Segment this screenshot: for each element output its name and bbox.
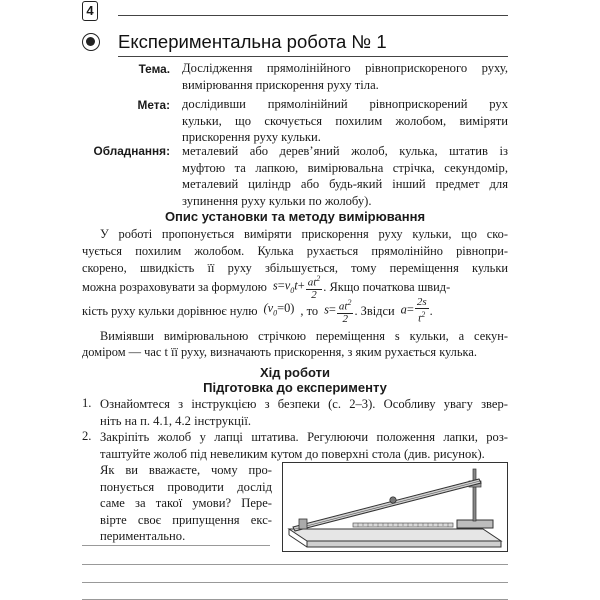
list-item-2: Закріпіть жолоб у лапці штатива. Регулюючи положення лапки, роз- таштуйте жолоб під невеликим кутом до поверхні стола (див. рисунок). <box>100 430 508 461</box>
title-rule <box>118 56 508 57</box>
progress-subheading: Підготовка до експерименту <box>203 380 387 395</box>
setup-line-3: скорено, швидкість її руху збільшується, тому переміщення кульки <box>82 261 508 275</box>
setup-figure <box>282 462 508 552</box>
list-number-1: 1. <box>82 396 92 410</box>
setup-heading: Опис установки та методу вимірювання <box>164 209 426 224</box>
goal-text: дослідивши прямолінійний рівноприскорений рух кульки, що скочується похилим жолобом, виміряти прискорення руху кульки. <box>182 97 508 145</box>
answer-line[interactable] <box>82 564 508 565</box>
list-item-1: Ознайомтеся з інструкцією з безпеки (с. 2–3). Особливу увагу звер- ніть на п. 4.1, 4.2 інструкції. <box>100 397 508 428</box>
topic-label: Тема. <box>138 62 170 76</box>
answer-line[interactable] <box>82 545 270 546</box>
setup-line-4: можна розраховувати за формулою $s=v_0t+$ $\frac{at^2}{2}$ . Якщо початкова швид- <box>82 274 451 301</box>
goal-label: Мета: <box>137 98 170 112</box>
setup-line-2: чується похилим жолобом. Кулька рухається прямолінійно рівнопри- <box>82 244 508 258</box>
formula-s: s= $\frac{at^2}{2}$ <box>324 298 352 325</box>
page-title: Експериментальна робота № 1 <box>118 31 387 52</box>
setup-line-5: кість руху кульки дорівнює нулю $(v_0=0)$ , то s= $\frac{at^2}{2}$ . Звідси a= $\frac{2s}{t^2}$ . <box>82 296 433 325</box>
setup-para2-line-2: доміром — час t її руху, визначають прискорення, з яким рухається кулька. <box>82 345 477 359</box>
formula-acceleration: a= $\frac{2s}{t^2}$ <box>400 296 427 325</box>
header-rule <box>118 15 508 16</box>
progress-heading: Хід роботи <box>259 365 331 380</box>
page-number: 4 <box>82 1 98 21</box>
list-number-2: 2. <box>82 429 92 443</box>
setup-line-1: У роботі пропонується виміряти прискорення руху кульки, що ско- <box>100 227 508 241</box>
question-text: Як ви вважаєте, чому про- понується проводити дослід саме за такої умови? Пере- вірте своє припущення екс- периментально. <box>100 463 272 544</box>
equipment-label: Обладнання: <box>93 144 170 158</box>
formula-displacement: $s=v_0t+$ $\frac{at^2}{2}$ <box>272 274 321 301</box>
setup-para2-line-1: Виміявши вимірювальною стрічкою переміщення s кульки, а секун- <box>100 329 508 343</box>
equipment-text: металевий або дерев’яний жолоб, кулька, штатив із муфтою та лапкою, вимірювальна стрічка, секундомір, металевий циліндр або будь-який інший предмет для зупинення руху кульки по жолобу). <box>182 144 508 208</box>
topic-text: Дослідження прямолінійного рівноприскореного руху, вимірювання прискорення руху тіла. <box>182 61 508 92</box>
record-icon <box>82 33 100 51</box>
inclined-chute-illustration <box>283 463 507 551</box>
formula-initial-velocity: $(v_0=0)$ <box>263 301 295 318</box>
answer-line[interactable] <box>82 582 508 583</box>
